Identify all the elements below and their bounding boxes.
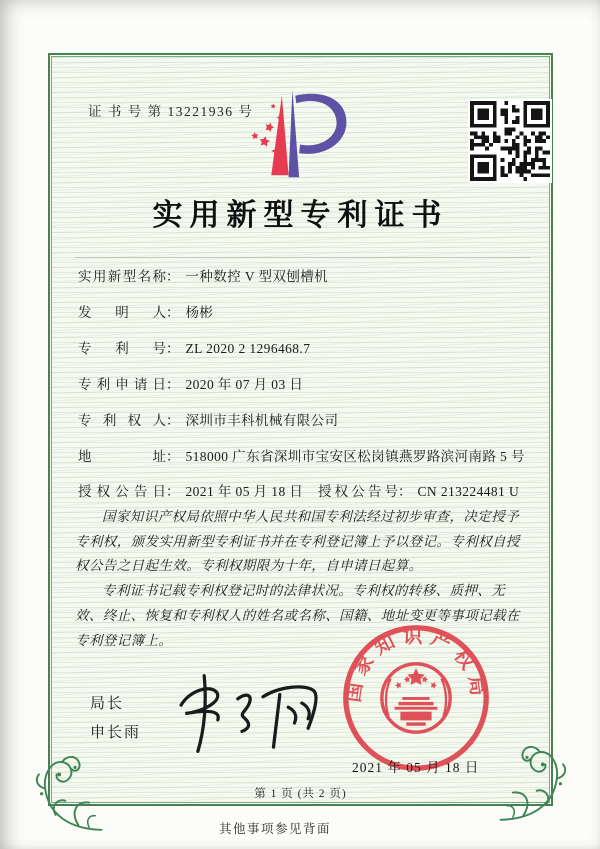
- field-colon: ：: [166, 413, 180, 428]
- national-emblem-icon: [382, 664, 450, 732]
- back-note: 其他事项参见背面: [218, 822, 331, 836]
- qr-code-icon: [468, 99, 552, 183]
- grant-date-value: 2021 年 05 月 18 日: [185, 484, 304, 499]
- certificate-title: 实用新型专利证书: [152, 199, 449, 232]
- field-label: 地址: [78, 449, 166, 464]
- page-indicator: 第 1 页 (共 2 页): [254, 788, 347, 800]
- field-value: 2020 年 07 月 03 日: [185, 377, 304, 392]
- field-value: 杨彬: [185, 305, 214, 320]
- officer-title: 局长: [90, 696, 125, 712]
- field-label: 专利申请日: [78, 377, 166, 392]
- field-colon: ：: [166, 305, 180, 320]
- field-label: 专利权人: [78, 413, 166, 428]
- official-seal-icon: [338, 620, 494, 776]
- field-value: 深圳市丰科机械有限公司: [185, 413, 339, 428]
- paragraph-register-statement: 专利证书记载专利权登记时的法律状况。专利权的转移、质押、无效、终止、恢复和专利权人的姓名或名称、国籍、地址变更等事项记载在专利登记簿上。: [75, 583, 520, 648]
- field-colon: ：: [398, 484, 412, 499]
- field-row-filing-date: [78, 373, 542, 393]
- field-row-name: [78, 265, 542, 285]
- field-colon: ：: [166, 341, 180, 356]
- cnipa-logo-icon: [244, 86, 360, 182]
- field-row-grant: [78, 480, 542, 500]
- field-row-patentee: [78, 409, 542, 429]
- seal-text: 国家知识产权局: [343, 626, 489, 704]
- grant-no-group: [318, 480, 519, 500]
- field-row-address: [78, 445, 542, 465]
- seal-date: 2021 年 05 月 18 日: [352, 760, 480, 775]
- certificate-number: 证 书 号 第 13221936 号: [88, 104, 254, 119]
- field-label: 专利号: [78, 341, 166, 356]
- field-label: 发明人: [78, 305, 166, 320]
- paragraph-grant-statement: 国家知识产权局依照中华人民共和国专利法经过初步审查，决定授予专利权，颁发实用新型专利证书并在专利登记簿上予以登记。专利权自授权公告之日起生效。专利权期限为十年，自申请日起算。: [75, 509, 520, 574]
- field-colon: ：: [166, 484, 180, 499]
- field-value: ZL 2020 2 1296468.7: [185, 341, 311, 356]
- grant-date-label: 授权公告日: [78, 484, 166, 499]
- officer-name: 申长雨: [90, 725, 142, 742]
- field-row-inventor: [78, 301, 542, 321]
- officer-block: [90, 690, 141, 749]
- field-colon: ：: [166, 377, 180, 392]
- field-label: 实用新型名称: [78, 269, 166, 284]
- corner-ornament-icon: [22, 748, 114, 836]
- field-row-patent-no: [78, 337, 542, 357]
- field-value: 一种数控 V 型双刨槽机: [185, 269, 329, 284]
- field-colon: ：: [166, 269, 180, 284]
- signature-icon: [158, 660, 326, 766]
- grant-no-value: CN 213224481 U: [417, 484, 520, 499]
- corner-ornament-icon: [488, 738, 580, 826]
- header-divider: [75, 257, 530, 258]
- grant-no-label: 授权公告号: [318, 484, 398, 499]
- field-value: 518000 广东省深圳市宝安区松岗镇燕罗路滨河南路 5 号: [185, 449, 525, 464]
- field-colon: ：: [166, 449, 180, 464]
